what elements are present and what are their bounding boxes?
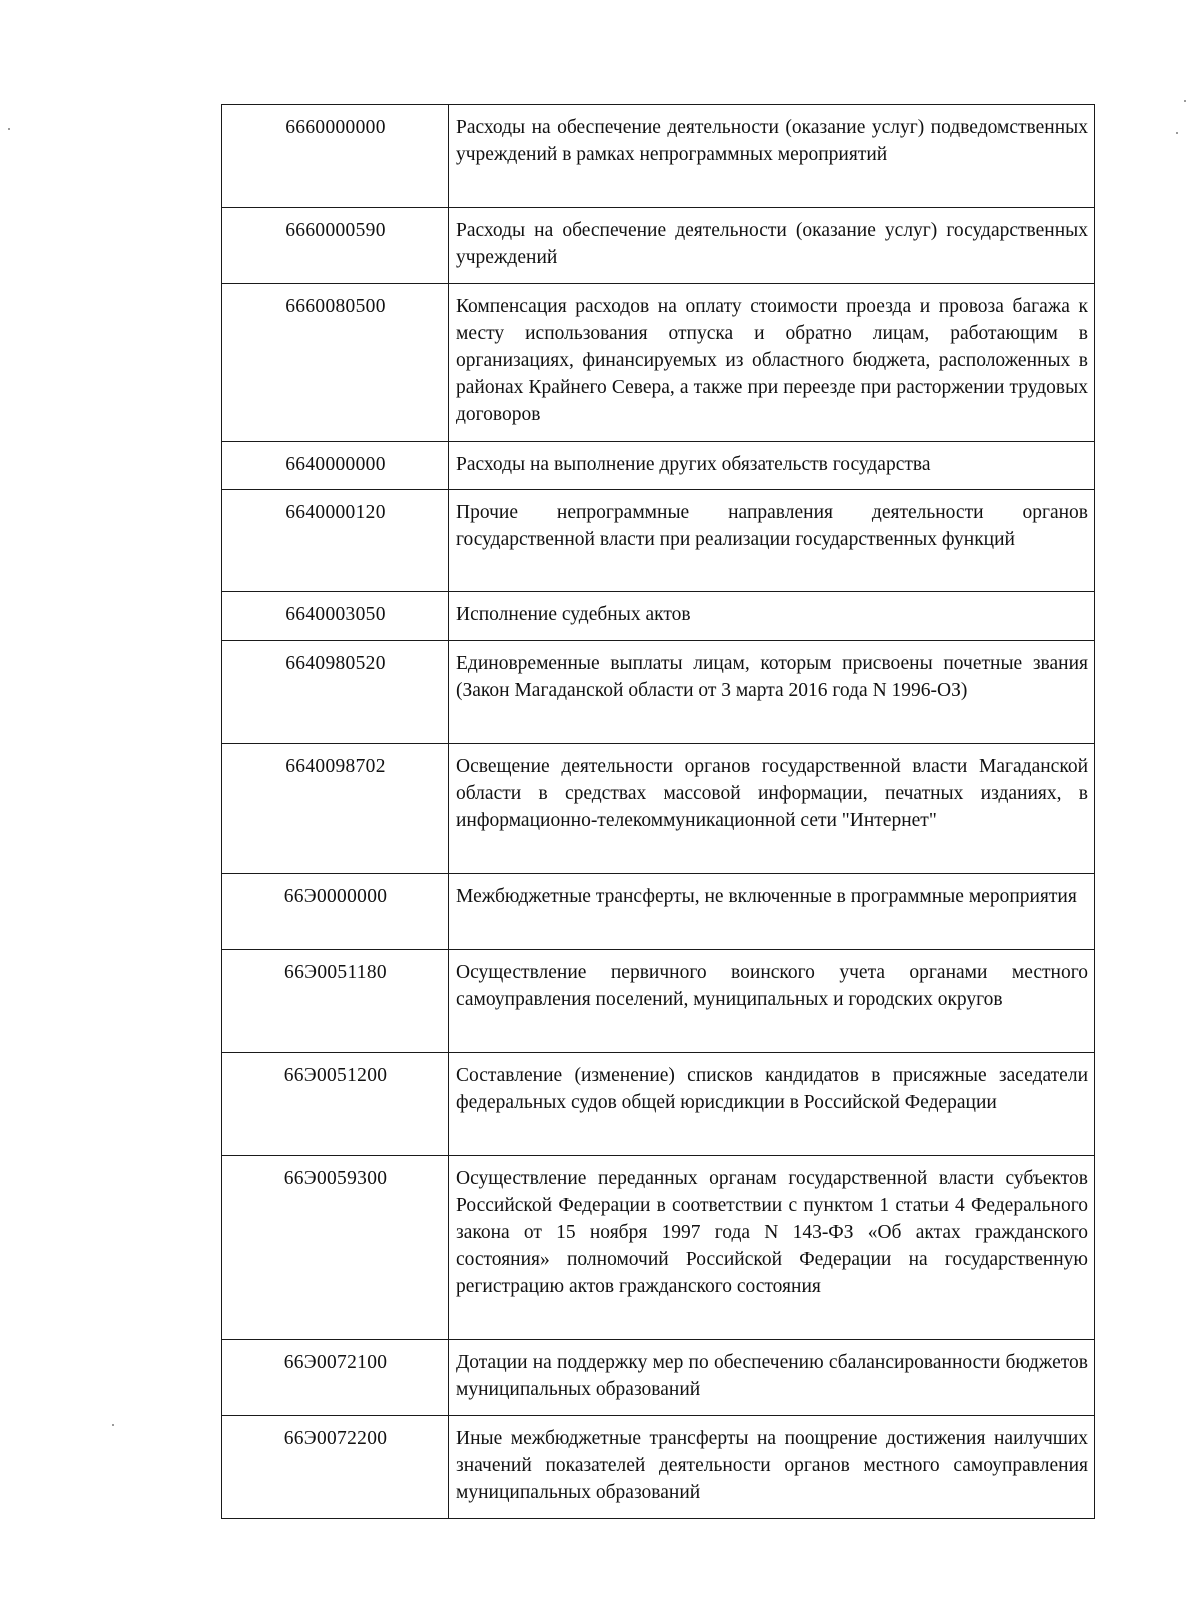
description-cell: Составление (изменение) списков кандидатов в присяжные заседатели федеральных судов общей юрисдикции в Российской Федерации: [449, 1053, 1095, 1156]
code-cell: 6640000000: [222, 442, 449, 490]
code-cell: 6640980520: [222, 641, 449, 744]
table-row: [222, 641, 1095, 744]
code-cell: 6660080500: [222, 284, 449, 442]
table-row: [222, 284, 1095, 442]
code-cell: 66Э0051200: [222, 1053, 449, 1156]
code-cell: 6660000000: [222, 105, 449, 208]
table-row: [222, 490, 1095, 592]
description-cell: Единовременные выплаты лицам, которым присвоены почетные звания (Закон Магаданской области от 3 марта 2016 года N 1996-ОЗ): [449, 641, 1095, 744]
description-cell: Осуществление первичного воинского учета органами местного самоуправления поселений, муниципальных и городских округов: [449, 950, 1095, 1053]
description-cell: Компенсация расходов на оплату стоимости проезда и провоза багажа к месту использования отпуска и обратно лицам, работающим в организациях, финансируемых из областного бюджета, расположенных в районах Крайнего Севера, а также при переезде при расторжении трудовых договоров: [449, 284, 1095, 442]
table-row: [222, 874, 1095, 950]
code-cell: 66Э0059300: [222, 1156, 449, 1340]
description-cell: Расходы на выполнение других обязательств государства: [449, 442, 1095, 490]
code-cell: 66Э0000000: [222, 874, 449, 950]
code-cell: 6640098702: [222, 744, 449, 874]
table-row: [222, 105, 1095, 208]
description-cell: Расходы на обеспечение деятельности (оказание услуг) государственных учреждений: [449, 208, 1095, 284]
scan-speck: [1176, 132, 1178, 134]
table-row: [222, 744, 1095, 874]
scan-speck: [112, 1424, 114, 1426]
description-cell: Освещение деятельности органов государственной власти Магаданской области в средствах массовой информации, печатных изданиях, в информационно-телекоммуникационной сети "Интернет": [449, 744, 1095, 874]
budget-codes-table: [221, 104, 1095, 1519]
code-cell: 66Э0072100: [222, 1340, 449, 1416]
code-cell: 6640000120: [222, 490, 449, 592]
description-cell: Дотации на поддержку мер по обеспечению сбалансированности бюджетов муниципальных образований: [449, 1340, 1095, 1416]
description-cell: Межбюджетные трансферты, не включенные в программные мероприятия: [449, 874, 1095, 950]
table-row: [222, 1340, 1095, 1416]
description-cell: Исполнение судебных актов: [449, 592, 1095, 641]
table-row: [222, 208, 1095, 284]
table-row: [222, 1416, 1095, 1519]
description-cell: Иные межбюджетные трансферты на поощрение достижения наилучших значений показателей деятельности органов местного самоуправления муниципальных образований: [449, 1416, 1095, 1519]
scan-speck: [8, 128, 10, 130]
description-cell: Расходы на обеспечение деятельности (оказание услуг) подведомственных учреждений в рамках непрограммных мероприятий: [449, 105, 1095, 208]
table-row: [222, 442, 1095, 490]
code-cell: 6640003050: [222, 592, 449, 641]
description-cell: Прочие непрограммные направления деятельности органов государственной власти при реализации государственных функций: [449, 490, 1095, 592]
scan-speck: [1184, 100, 1186, 102]
code-cell: 66Э0072200: [222, 1416, 449, 1519]
table-row: [222, 950, 1095, 1053]
description-cell: Осуществление переданных органам государственной власти субъектов Российской Федерации в соответствии с пунктом 1 статьи 4 Федерального закона от 15 ноября 1997 года N 143-ФЗ «Об актах гражданского состояния» полномочий Российской Федерации на государственную регистрацию актов гражданского состояния: [449, 1156, 1095, 1340]
table-row: [222, 1053, 1095, 1156]
table-row: [222, 1156, 1095, 1340]
code-cell: 6660000590: [222, 208, 449, 284]
table-row: [222, 592, 1095, 641]
code-cell: 66Э0051180: [222, 950, 449, 1053]
